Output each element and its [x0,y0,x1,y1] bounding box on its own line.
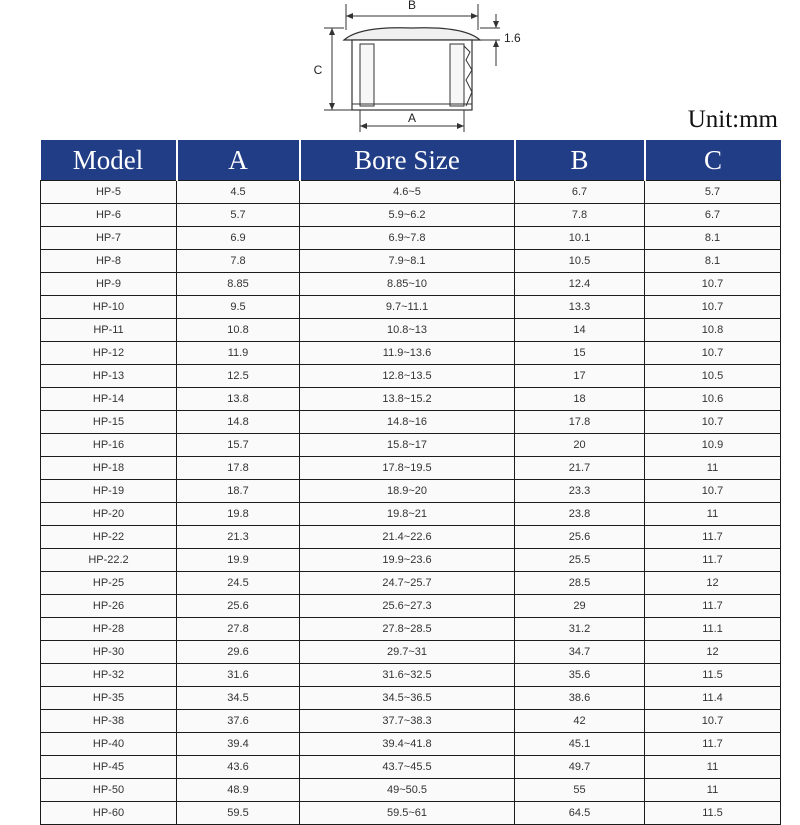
cell-c: 10.7 [645,296,781,319]
cell-a: 13.8 [177,388,300,411]
cell-b: 42 [515,710,645,733]
cell-bore-size: 59.5~61 [300,802,515,825]
cell-b: 13.3 [515,296,645,319]
cell-a: 43.6 [177,756,300,779]
cell-b: 21.7 [515,457,645,480]
header-a: A [177,140,300,181]
cell-a: 8.85 [177,273,300,296]
cell-a: 34.5 [177,687,300,710]
cell-model: HP-15 [41,411,177,434]
cell-bore-size: 13.8~15.2 [300,388,515,411]
cell-b: 23.8 [515,503,645,526]
table-row [41,802,781,825]
cell-model: HP-13 [41,365,177,388]
cell-model: HP-12 [41,342,177,365]
table-row [41,227,781,250]
cell-bore-size: 49~50.5 [300,779,515,802]
dimension-label-thickness: 1.6 [504,31,521,45]
cell-a: 25.6 [177,595,300,618]
table-row [41,342,781,365]
cell-a: 10.8 [177,319,300,342]
table-row [41,641,781,664]
cell-model: HP-45 [41,756,177,779]
table-row [41,296,781,319]
cell-a: 39.4 [177,733,300,756]
cell-a: 59.5 [177,802,300,825]
cell-bore-size: 14.8~16 [300,411,515,434]
cell-b: 23.3 [515,480,645,503]
cell-model: HP-25 [41,572,177,595]
cell-bore-size: 19.9~23.6 [300,549,515,572]
cell-b: 25.6 [515,526,645,549]
cell-bore-size: 21.4~22.6 [300,526,515,549]
cell-b: 17.8 [515,411,645,434]
cell-c: 11 [645,503,781,526]
cell-model: HP-35 [41,687,177,710]
cell-c: 10.7 [645,342,781,365]
cell-b: 10.5 [515,250,645,273]
cell-model: HP-50 [41,779,177,802]
cell-c: 10.6 [645,388,781,411]
cell-a: 11.9 [177,342,300,365]
cell-bore-size: 18.9~20 [300,480,515,503]
cell-c: 10.7 [645,273,781,296]
cell-model: HP-22.2 [41,549,177,572]
table-row [41,204,781,227]
cell-c: 5.7 [645,181,781,204]
cell-a: 17.8 [177,457,300,480]
cell-a: 19.8 [177,503,300,526]
cell-a: 4.5 [177,181,300,204]
cell-b: 10.1 [515,227,645,250]
cell-model: HP-28 [41,618,177,641]
cell-model: HP-16 [41,434,177,457]
cell-c: 10.7 [645,411,781,434]
cell-bore-size: 5.9~6.2 [300,204,515,227]
cell-bore-size: 43.7~45.5 [300,756,515,779]
hole-plug-drawing [300,0,540,140]
cell-b: 28.5 [515,572,645,595]
table-row [41,480,781,503]
cell-a: 6.9 [177,227,300,250]
cell-c: 11 [645,457,781,480]
cell-a: 31.6 [177,664,300,687]
header-model: Model [41,140,177,181]
cell-b: 7.8 [515,204,645,227]
cell-bore-size: 29.7~31 [300,641,515,664]
cell-a: 5.7 [177,204,300,227]
cell-b: 45.1 [515,733,645,756]
cell-model: HP-7 [41,227,177,250]
cell-c: 8.1 [645,227,781,250]
cell-b: 20 [515,434,645,457]
cell-bore-size: 19.8~21 [300,503,515,526]
table-row [41,710,781,733]
table-row [41,756,781,779]
cell-c: 11.1 [645,618,781,641]
cell-a: 15.7 [177,434,300,457]
hole-plug-dimension-diagram [300,0,540,140]
cell-c: 11.4 [645,687,781,710]
cell-a: 37.6 [177,710,300,733]
cell-a: 29.6 [177,641,300,664]
table-row [41,319,781,342]
unit-label: Unit:mm [687,106,778,133]
cell-b: 25.5 [515,549,645,572]
cell-c: 11 [645,779,781,802]
table-body [41,181,781,825]
cell-bore-size: 11.9~13.6 [300,342,515,365]
cell-c: 11.7 [645,549,781,572]
cell-c: 12 [645,641,781,664]
header-bore-size: Bore Size [300,140,515,181]
cell-bore-size: 8.85~10 [300,273,515,296]
cell-a: 24.5 [177,572,300,595]
cell-b: 64.5 [515,802,645,825]
cell-c: 11.7 [645,526,781,549]
table-row [41,595,781,618]
cell-b: 15 [515,342,645,365]
cell-bore-size: 37.7~38.3 [300,710,515,733]
cell-bore-size: 9.7~11.1 [300,296,515,319]
cell-c: 8.1 [645,250,781,273]
cell-b: 38.6 [515,687,645,710]
table-row [41,457,781,480]
cell-model: HP-38 [41,710,177,733]
table-row [41,365,781,388]
cell-bore-size: 6.9~7.8 [300,227,515,250]
table-row [41,503,781,526]
header-b: B [515,140,645,181]
cell-bore-size: 34.5~36.5 [300,687,515,710]
cell-b: 12.4 [515,273,645,296]
cell-b: 34.7 [515,641,645,664]
table-row [41,181,781,204]
cell-b: 31.2 [515,618,645,641]
dimension-label-c: C [313,63,323,77]
cell-a: 27.8 [177,618,300,641]
table-row [41,411,781,434]
cell-model: HP-9 [41,273,177,296]
cell-b: 18 [515,388,645,411]
cell-bore-size: 39.4~41.8 [300,733,515,756]
cell-model: HP-19 [41,480,177,503]
table-row [41,687,781,710]
header-c: C [645,140,781,181]
dimension-label-a: A [407,111,417,125]
cell-a: 12.5 [177,365,300,388]
cell-model: HP-14 [41,388,177,411]
cell-c: 11 [645,756,781,779]
cell-c: 10.7 [645,710,781,733]
table-row [41,733,781,756]
cell-model: HP-18 [41,457,177,480]
cell-c: 6.7 [645,204,781,227]
cell-bore-size: 12.8~13.5 [300,365,515,388]
cell-b: 29 [515,595,645,618]
cell-c: 11.7 [645,733,781,756]
cell-a: 18.7 [177,480,300,503]
table-row [41,526,781,549]
table-header-row [41,140,781,181]
cell-model: HP-6 [41,204,177,227]
cell-b: 17 [515,365,645,388]
cell-bore-size: 7.9~8.1 [300,250,515,273]
cell-model: HP-5 [41,181,177,204]
cell-bore-size: 10.8~13 [300,319,515,342]
cell-b: 49.7 [515,756,645,779]
cell-b: 6.7 [515,181,645,204]
cell-model: HP-11 [41,319,177,342]
cell-bore-size: 4.6~5 [300,181,515,204]
cell-c: 11.5 [645,802,781,825]
cell-bore-size: 24.7~25.7 [300,572,515,595]
cell-a: 21.3 [177,526,300,549]
cell-c: 10.5 [645,365,781,388]
cell-c: 12 [645,572,781,595]
cell-bore-size: 25.6~27.3 [300,595,515,618]
table-row [41,618,781,641]
cell-model: HP-20 [41,503,177,526]
hole-plug-spec-table [40,140,781,825]
cell-bore-size: 31.6~32.5 [300,664,515,687]
cell-a: 48.9 [177,779,300,802]
cell-model: HP-30 [41,641,177,664]
cell-bore-size: 27.8~28.5 [300,618,515,641]
cell-model: HP-22 [41,526,177,549]
table-row [41,273,781,296]
table-row [41,434,781,457]
table-row [41,250,781,273]
cell-c: 10.8 [645,319,781,342]
cell-model: HP-8 [41,250,177,273]
table-row [41,779,781,802]
cell-bore-size: 17.8~19.5 [300,457,515,480]
cell-c: 11.5 [645,664,781,687]
table-row [41,572,781,595]
cell-model: HP-60 [41,802,177,825]
table-row [41,549,781,572]
cell-a: 14.8 [177,411,300,434]
cell-b: 35.6 [515,664,645,687]
cell-b: 14 [515,319,645,342]
cell-b: 55 [515,779,645,802]
cell-a: 9.5 [177,296,300,319]
table-row [41,664,781,687]
cell-bore-size: 15.8~17 [300,434,515,457]
cell-model: HP-26 [41,595,177,618]
cell-a: 7.8 [177,250,300,273]
cell-c: 11.7 [645,595,781,618]
cell-model: HP-32 [41,664,177,687]
dimension-label-b: B [407,0,417,12]
cell-a: 19.9 [177,549,300,572]
cell-model: HP-40 [41,733,177,756]
table-row [41,388,781,411]
cell-model: HP-10 [41,296,177,319]
cell-c: 10.9 [645,434,781,457]
cell-c: 10.7 [645,480,781,503]
